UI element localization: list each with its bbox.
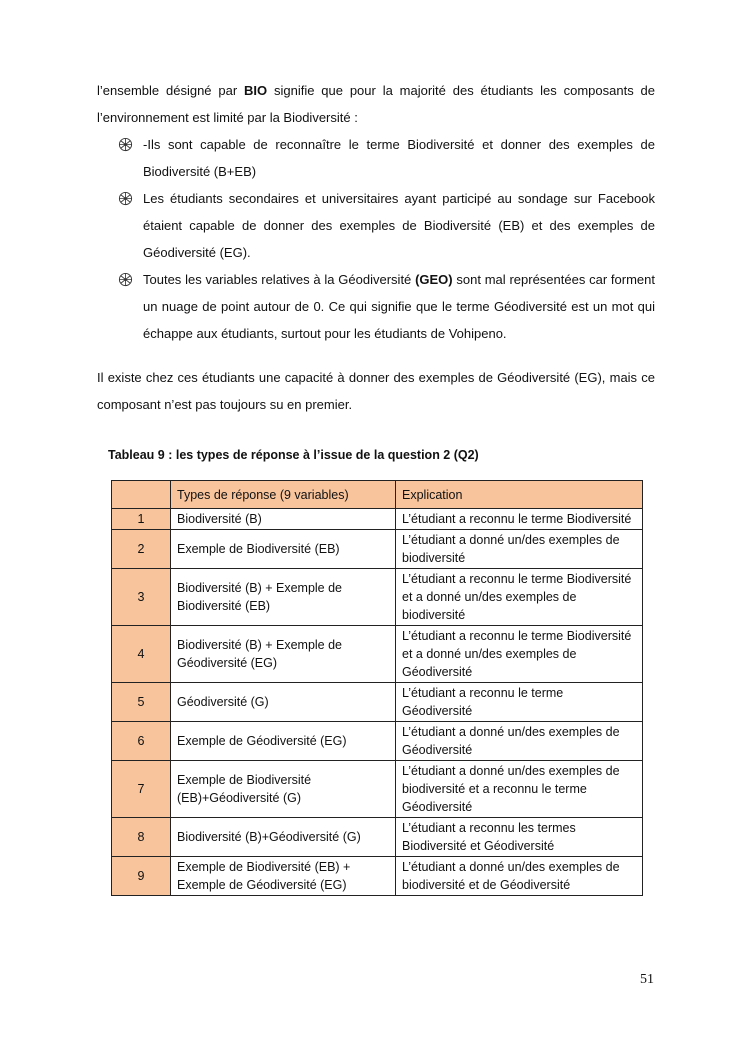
- bullet-item: [118, 185, 655, 266]
- row-explication: L’étudiant a reconnu les termes Biodiversité et Géodiversité: [396, 818, 643, 857]
- row-number: 5: [112, 683, 171, 722]
- row-number: 6: [112, 722, 171, 761]
- row-number: 4: [112, 626, 171, 683]
- intro-text-start: l’ensemble désigné par: [97, 83, 245, 98]
- row-explication: L’étudiant a donné un/des exemples de Géodiversité: [396, 722, 643, 761]
- intro-bold-term: BIO: [244, 83, 268, 98]
- table-row: [112, 857, 643, 896]
- bullet-item: [118, 131, 655, 185]
- conclusion-paragraph: Il existe chez ces étudiants une capacité à donner des exemples de Géodiversité (EG), mais ce composant n’est pas toujours su en premier.: [97, 370, 655, 412]
- header-index: [112, 481, 171, 509]
- row-explication: L’étudiant a reconnu le terme Biodiversité et a donné un/des exemples de biodiversité: [396, 569, 643, 626]
- row-type: Biodiversité (B)+Géodiversité (G): [171, 818, 396, 857]
- shell-bullet-icon: [118, 191, 133, 206]
- bullet-text-start: Toutes les variables relatives à la Géodiversité: [143, 272, 416, 287]
- header-explication: Explication: [396, 481, 643, 509]
- row-number: 9: [112, 857, 171, 896]
- bullet-text: Les étudiants secondaires et universitaires ayant participé au sondage sur Facebook étaient capable de donner des exemples de Biodiversité (EB) et des exemples de Géodiversité (EG).: [143, 191, 655, 260]
- table-row: [112, 818, 643, 857]
- row-number: 2: [112, 530, 171, 569]
- header-types: Types de réponse (9 variables): [171, 481, 396, 509]
- shell-bullet-icon: [118, 272, 133, 287]
- table-row: [112, 626, 643, 683]
- row-type: Géodiversité (G): [171, 683, 396, 722]
- intro-paragraph: [97, 77, 655, 131]
- row-type: Biodiversité (B): [171, 509, 396, 530]
- table-row: [112, 509, 643, 530]
- bullet-text: -Ils sont capable de reconnaître le terme Biodiversité et donner des exemples de Biodiversité (B+EB): [143, 137, 655, 179]
- row-type: Exemple de Biodiversité (EB) + Exemple de Géodiversité (EG): [171, 857, 396, 896]
- table-caption: Tableau 9 : les types de réponse à l’issue de la question 2 (Q2): [108, 448, 479, 462]
- response-types-table: [111, 480, 643, 896]
- table-row: [112, 722, 643, 761]
- row-number: 1: [112, 509, 171, 530]
- row-explication: L’étudiant a donné un/des exemples de biodiversité: [396, 530, 643, 569]
- row-type: Exemple de Géodiversité (EG): [171, 722, 396, 761]
- row-type: Exemple de Biodiversité (EB)+Géodiversité (G): [171, 761, 396, 818]
- row-explication: L’étudiant a donné un/des exemples de biodiversité et de Géodiversité: [396, 857, 643, 896]
- row-number: 3: [112, 569, 171, 626]
- row-type: Biodiversité (B) + Exemple de Géodiversité (EG): [171, 626, 396, 683]
- row-explication: L’étudiant a reconnu le terme Biodiversité et a donné un/des exemples de Géodiversité: [396, 626, 643, 683]
- row-type: Biodiversité (B) + Exemple de Biodiversité (EB): [171, 569, 396, 626]
- row-type: Exemple de Biodiversité (EB): [171, 530, 396, 569]
- row-number: 7: [112, 761, 171, 818]
- table-row: [112, 530, 643, 569]
- bullet-text-end: sont mal représentées car forment un nuage de point autour de 0. Ce qui signifie que le terme Géodiversité est un mot qui échappe aux étudiants, surtout pour les étudiants de Vohipeno.: [143, 272, 655, 341]
- intro-text-end: signifie que pour la majorité des étudiants les composants de l’environnement est limité par la Biodiversité :: [97, 83, 655, 125]
- row-number: 8: [112, 818, 171, 857]
- table-row: [112, 569, 643, 626]
- table-row: [112, 761, 643, 818]
- row-explication: L’étudiant a donné un/des exemples de biodiversité et a reconnu le terme Géodiversité: [396, 761, 643, 818]
- bullet-list: [118, 131, 655, 347]
- table-header-row: [112, 481, 643, 509]
- row-explication: L’étudiant a reconnu le terme Géodiversité: [396, 683, 643, 722]
- bullet-item: [118, 266, 655, 347]
- page-number: 51: [640, 972, 654, 987]
- bullet-bold-term: (GEO): [415, 272, 453, 287]
- shell-bullet-icon: [118, 137, 133, 152]
- table-row: [112, 683, 643, 722]
- row-explication: L’étudiant a reconnu le terme Biodiversité: [396, 509, 643, 530]
